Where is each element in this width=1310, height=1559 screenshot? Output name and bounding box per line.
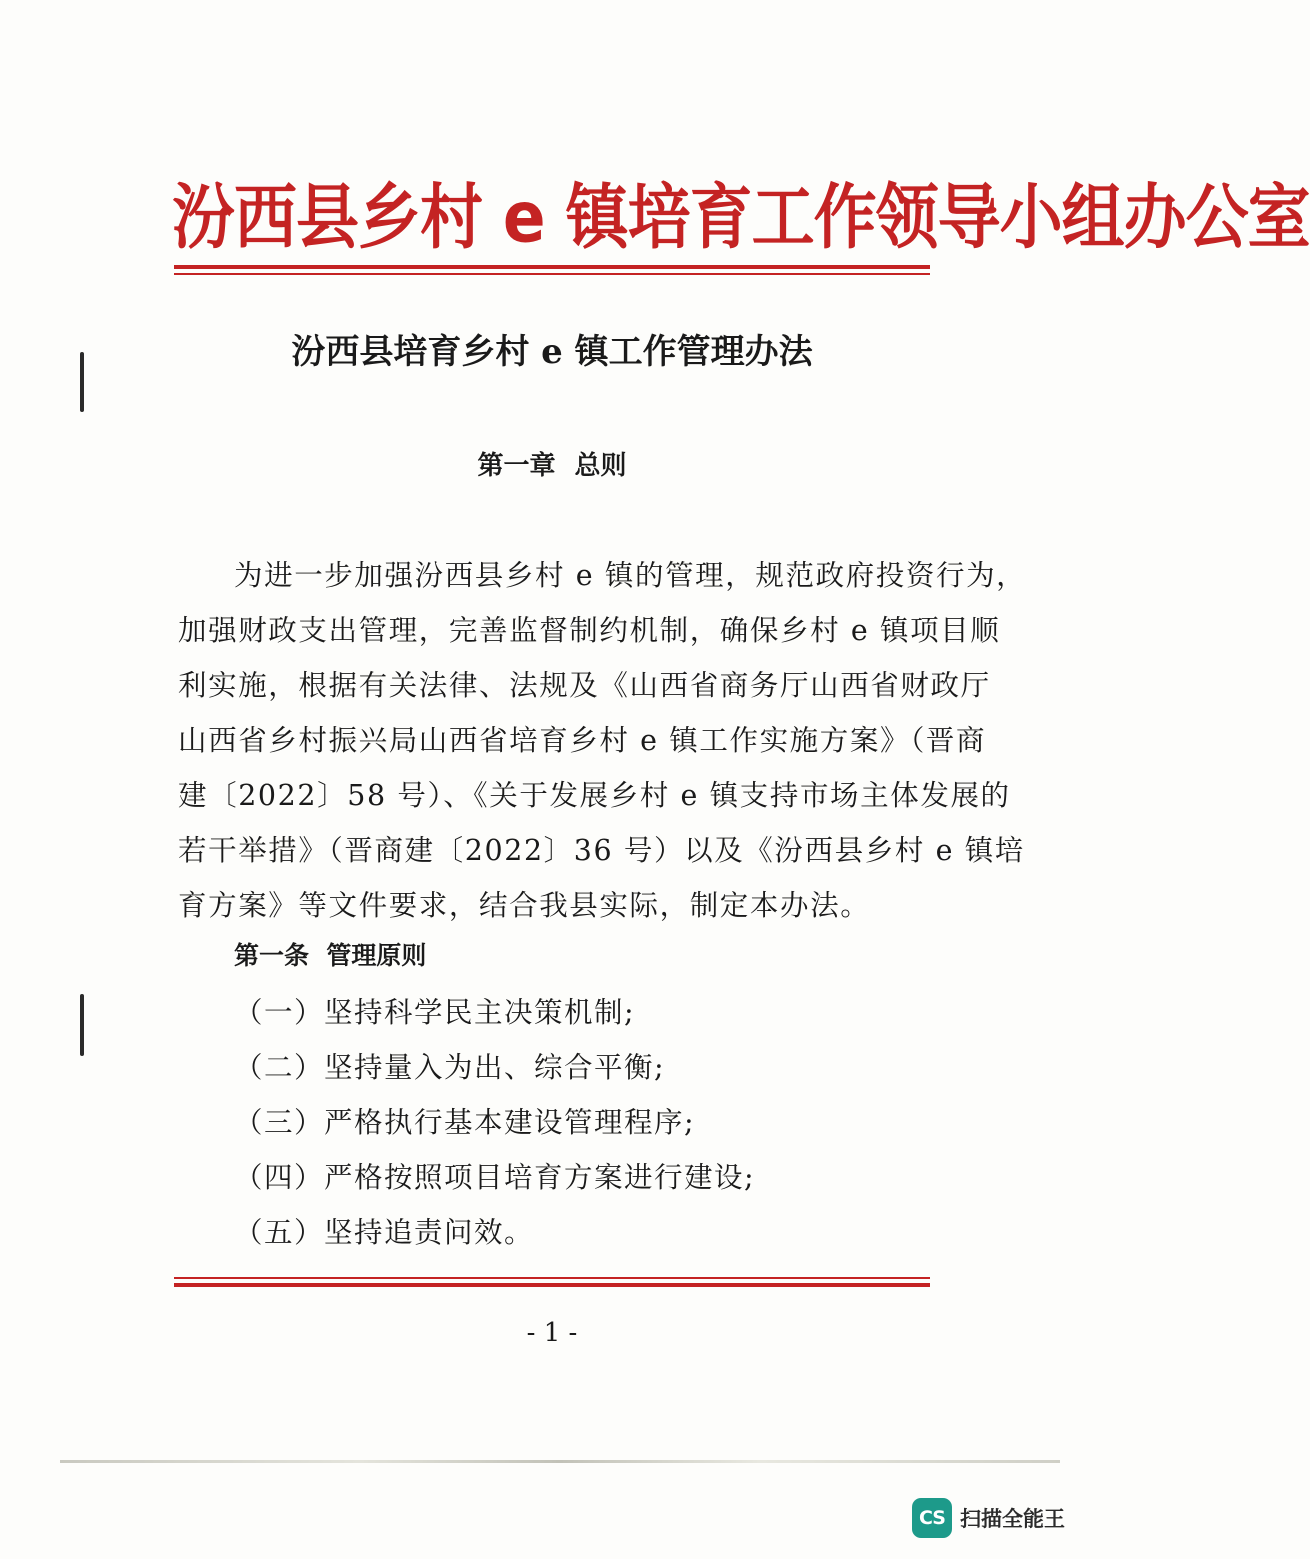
chapter-heading: 第一章 总则 (477, 451, 627, 481)
binding-mark (80, 994, 84, 1056)
document-title: 汾西县培育乡村 e 镇工作管理办法 (291, 332, 813, 372)
intro-line: 若干举措》（晋商建〔2022〕36 号）以及《汾西县乡村 e 镇培 (178, 834, 1025, 867)
intro-line: 育方案》等文件要求，结合我县实际，制定本办法。 (178, 889, 871, 922)
intro-line: 山西省乡村振兴局山西省培育乡村 e 镇工作实施方案》（晋商 (178, 724, 987, 757)
masthead: 汾西县乡村 e 镇培育工作领导小组办公室 (172, 176, 1310, 259)
scan-edge (60, 1460, 1060, 1463)
watermark-text: 扫描全能王 (960, 1507, 1065, 1531)
principle-item: （二）坚持量入为出、综合平衡; (234, 1051, 666, 1084)
camscanner-logo-icon: CS (912, 1498, 952, 1538)
principle-item: （三）严格执行基本建设管理程序; (234, 1106, 696, 1139)
scanner-watermark (912, 1497, 1065, 1539)
intro-line: 利实施，根据有关法律、法规及《山西省商务厅山西省财政厅 (178, 669, 991, 702)
intro-line: 建〔2022〕58 号）、《关于发展乡村 e 镇支持市场主体发展的 (178, 779, 1011, 812)
intro-line: 加强财政支出管理，完善监督制约机制，确保乡村 e 镇项目顺 (178, 614, 1001, 647)
footer-rule-thick (174, 1283, 930, 1287)
page-number: - 1 - (526, 1318, 578, 1348)
masthead-rule-thick (174, 265, 930, 269)
article-heading: 第一条 管理原则 (234, 941, 427, 970)
binding-mark (80, 352, 84, 412)
principle-item: （五）坚持追责问效。 (234, 1216, 535, 1249)
intro-line: 为进一步加强汾西县乡村 e 镇的管理，规范政府投资行为， (234, 559, 1027, 592)
principle-item: （一）坚持科学民主决策机制; (234, 996, 636, 1029)
footer-rule-thin (174, 1277, 930, 1279)
masthead-rule-thin (174, 273, 930, 275)
principle-item: （四）严格按照项目培育方案进行建设; (234, 1161, 756, 1194)
